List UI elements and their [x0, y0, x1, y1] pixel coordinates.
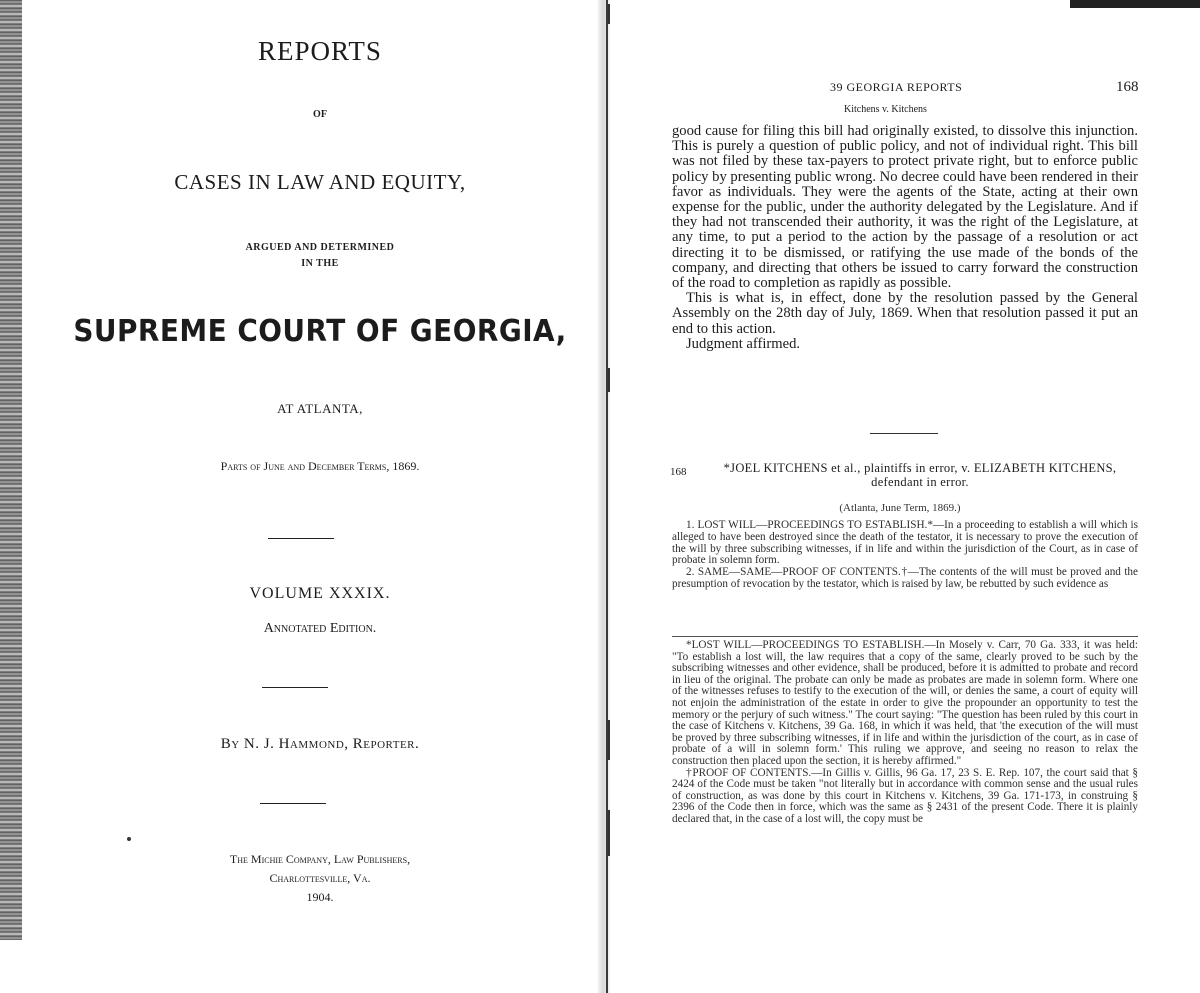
title-volume: VOLUME XXXIX.: [249, 585, 391, 602]
case-page-ref: 168: [670, 466, 687, 478]
title-of: OF: [313, 109, 327, 120]
publication-year: 1904.: [306, 890, 334, 904]
title-reporter: By N. J. Hammond, Reporter.: [220, 736, 420, 752]
page-number: 168: [1116, 79, 1139, 95]
title-court: SUPREME COURT OF GEORGIA,: [73, 314, 567, 349]
margin-mark: [608, 720, 610, 760]
title-location: AT ATLANTA,: [277, 401, 363, 416]
footnote-rule: [672, 636, 1138, 637]
title-cases: CASES IN LAW AND EQUITY,: [174, 170, 466, 194]
opinion-paragraph: good cause for filing this bill had originally existed, to dissolve this injunction. This is purely a question of public policy, and not of individual right. This bill was not filed by these tax-payers to protect private right, but to enforce public policy by presenting public wrong. No decree could have been rendered in their favor as individuals. They were the agents of the State, acting at their own expense for the public, under the authority delegated by the Legislature. And if they had not transcended their authority, it was the right of the Legislature, at any time, to put a period to the action by the passage of a resolution or act directing it to be dismissed, or ratifying the use made of the bonds of the company, and directing that others be issued to carry forward the construction of the road to completion as rapidly as possible.: [672, 123, 1138, 292]
footnote: *LOST WILL—PROCEEDINGS TO ESTABLISH.—In Mosely v. Carr, 70 Ga. 333, it was held: "To establish a lost will, the law requires that a copy of the same, clearly proved to be such by the subscribing witnesses and other evidence, shall be produced, before it is admitted to probate and record in lieu of the original. The probate can only be made as probates are made in solemn form. Where one of the witnesses refuses to testify to the execution of the will, or denies the same, a court of equity will not enjoin the administration of the estate in order to give the propounder an opportunity to test the memory or the perjury of such witness." The court saying: "The question has been ruled by this court in the case of Kitchens v. Kitchens, 39 Ga. 168, in which it was held, that 'the execution of the will must be proved by three subscribing witnesses, if in life and within the jurisdiction of the court, as in case of probate of a will in solemn form.' This ruling we approve, and seeing no reason to relax the construction then placed upon the section, it is hereby affirmed.": [672, 639, 1138, 767]
margin-mark: [608, 810, 610, 856]
title-publisher: [40, 850, 600, 907]
title-terms: Parts of June and December Terms, 1869.: [220, 459, 420, 473]
headnotes: [672, 520, 1138, 591]
judgment: Judgment affirmed.: [686, 335, 801, 352]
running-head: 39 GEORGIA REPORTS: [830, 80, 963, 94]
title-rule: [262, 687, 328, 688]
margin-mark: [608, 368, 610, 392]
headnote: 1. LOST WILL—PROCEEDINGS TO ESTABLISH.*—In a proceeding to establish a will which is alleged to have been destroyed since the death of the testator, it is necessary to prove the execution of the will by three subscribing witnesses, if in life and within the jurisdiction of the Court, as in case of probate in solemn form.: [672, 519, 1138, 567]
publisher-city: Charlottesville, Va.: [269, 871, 371, 885]
title-rule: [260, 803, 326, 804]
headnote: 2. SAME—SAME—PROOF OF CONTENTS.†—The contents of the will must be proved and the presumption of revocation by the testator, which is raised by law, be rebutted by such evidence as: [672, 566, 1138, 590]
title-argued: [40, 240, 600, 272]
publisher-name: The Michie Company, Law Publishers,: [229, 852, 411, 866]
ink-speck: [127, 837, 131, 841]
title-argued-line2: IN THE: [301, 258, 339, 269]
title-edition: Annotated Edition.: [263, 621, 377, 636]
title-argued-line1: ARGUED AND DETERMINED: [245, 242, 395, 253]
footnotes: [672, 640, 1138, 826]
term-line: (Atlanta, June Term, 1869.): [839, 502, 961, 514]
margin-mark: [608, 4, 610, 24]
scan-edge-shadow: [0, 0, 22, 940]
opinion-paragraph: This is what is, in effect, done by the resolution passed by the General Assembly on the 28th day of July, 1869. When that resolution passed it put an end to this action.: [672, 290, 1138, 337]
title-rule: [268, 538, 334, 539]
title-reports: REPORTS: [258, 36, 382, 66]
opinion-text: [672, 124, 1138, 352]
report-page: [660, 0, 1180, 993]
section-rule: [870, 433, 938, 434]
title-page: [40, 0, 600, 993]
case-head: Kitchens v. Kitchens: [844, 104, 927, 115]
footnote: †PROOF OF CONTENTS.—In Gillis v. Gillis, 96 Ga. 17, 23 S. E. Rep. 107, the court said that § 2424 of the Code must be taken "not literally but in accordance with common sense and the usual rules of construction, as was done by this court in Kitchens v. Kitchens, 39 Ga. 171-173, in construing § 2396 of the Code then in force, which was the same as § 2431 of the present Code. There it is plainly declared that, in the case of a lost will, the copy must be: [672, 766, 1138, 825]
case-title: *JOEL KITCHENS et al., plaintiffs in error, v. ELIZABETH KITCHENS, defendant in error.: [723, 461, 1117, 489]
